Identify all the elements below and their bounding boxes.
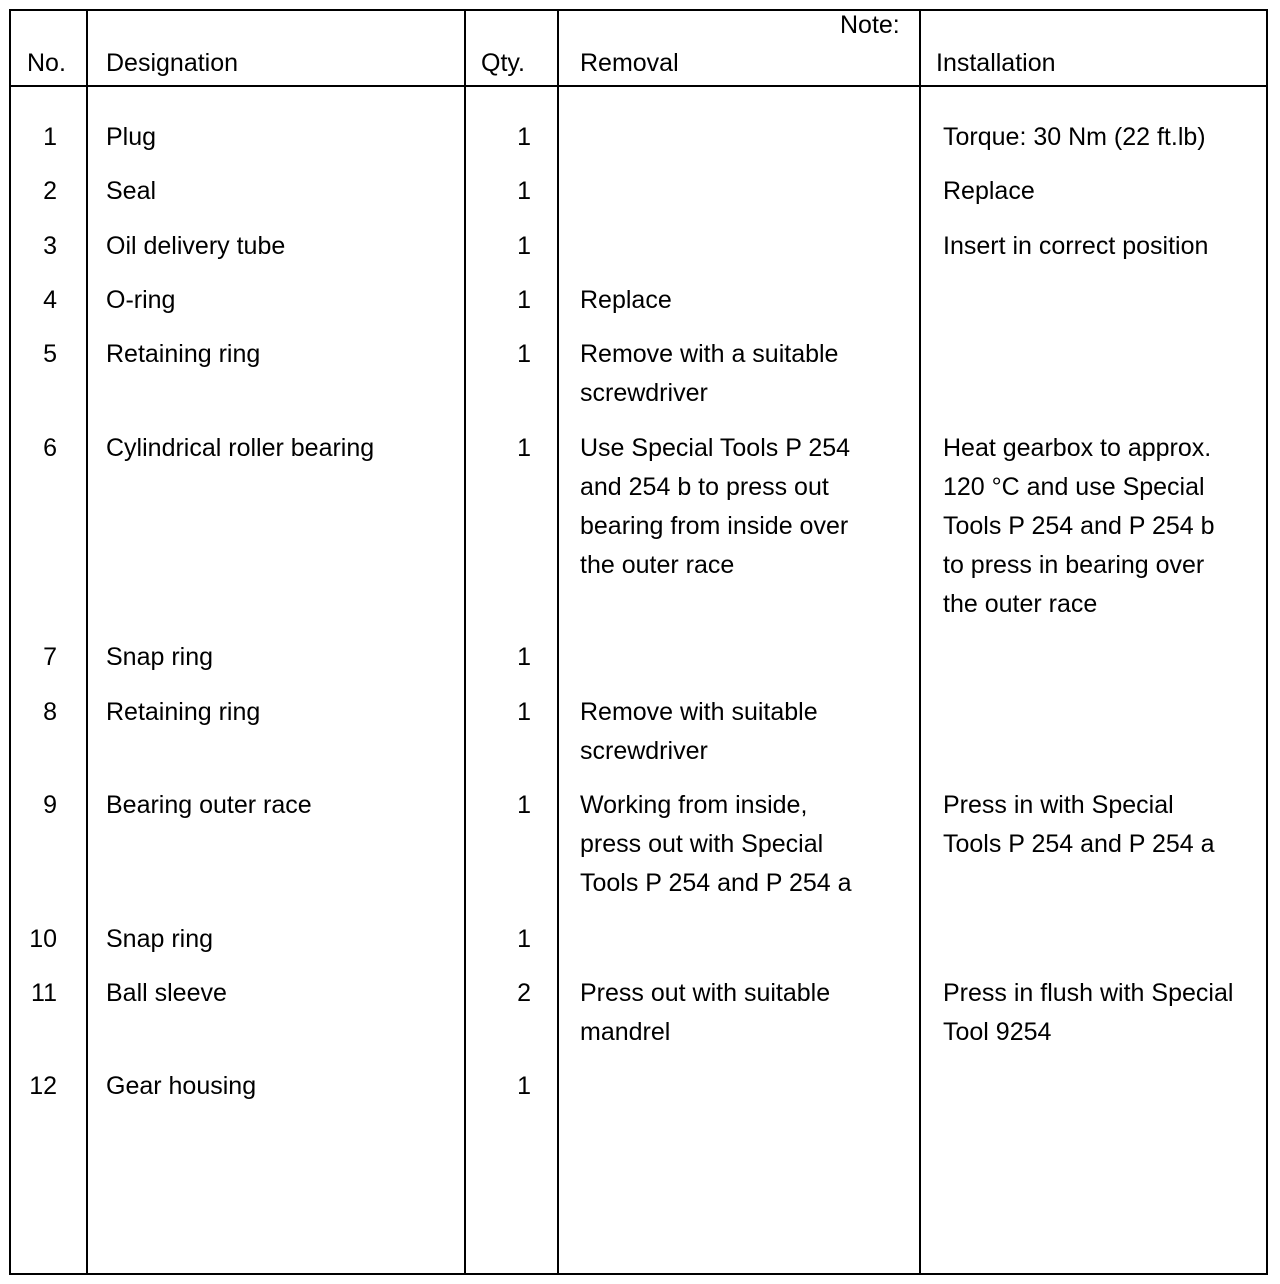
- row-3-qty: 1: [517, 232, 531, 260]
- row-6-installation: Heat gearbox to approx. 120 °C and use Special Tools P 254 and P 254 b to press in bearing over the outer race: [943, 434, 1215, 618]
- row-6-designation: Cylindrical roller bearing: [106, 434, 375, 462]
- column-divider-designation: [464, 9, 466, 1275]
- row-4-qty: 1: [517, 286, 531, 314]
- row-11-no: 11: [31, 979, 57, 1007]
- row-3-designation: Oil delivery tube: [106, 232, 286, 260]
- row-1-qty: 1: [517, 123, 531, 151]
- row-7-no: 7: [43, 643, 57, 671]
- row-5-qty: 1: [517, 340, 531, 368]
- row-8-no: 8: [43, 698, 57, 726]
- header-installation: Installation: [936, 49, 1056, 77]
- row-10-designation: Snap ring: [106, 925, 214, 953]
- row-8-removal: Remove with suitable screwdriver: [580, 698, 818, 765]
- row-4-designation: O-ring: [106, 286, 176, 314]
- row-7-designation: Snap ring: [106, 643, 214, 671]
- row-9-no: 9: [43, 791, 57, 819]
- row-1-installation: Torque: 30 Nm (22 ft.lb): [943, 123, 1206, 151]
- row-3-installation: Insert in correct position: [943, 232, 1209, 260]
- row-6-removal: Use Special Tools P 254 and 254 b to press out bearing from inside over the outer race: [580, 434, 851, 579]
- row-4-removal: Replace: [580, 286, 672, 314]
- column-divider-qty: [557, 9, 559, 1275]
- row-3-no: 3: [43, 232, 57, 260]
- row-2-no: 2: [43, 177, 57, 205]
- row-11-designation: Ball sleeve: [106, 979, 227, 1007]
- row-2-designation: Seal: [106, 177, 157, 205]
- row-6-qty: 1: [517, 434, 531, 462]
- row-9-designation: Bearing outer race: [106, 791, 312, 819]
- header-note: Note:: [840, 11, 900, 39]
- row-9-qty: 1: [517, 791, 531, 819]
- row-8-qty: 1: [517, 698, 531, 726]
- column-divider-removal: [919, 9, 921, 1275]
- row-10-qty: 1: [517, 925, 531, 953]
- row-5-designation: Retaining ring: [106, 340, 261, 368]
- row-2-qty: 1: [517, 177, 531, 205]
- row-5-no: 5: [43, 340, 57, 368]
- row-12-no: 12: [29, 1072, 57, 1100]
- header-removal: Removal: [580, 49, 679, 77]
- header-no: No.: [27, 49, 66, 77]
- row-11-installation: Press in flush with Special Tool 9254: [943, 979, 1234, 1046]
- row-9-installation: Press in with Special Tools P 254 and P 254 a: [943, 791, 1215, 858]
- header-designation: Designation: [106, 49, 239, 77]
- row-11-removal: Press out with suitable mandrel: [580, 979, 831, 1046]
- row-2-installation: Replace: [943, 177, 1035, 205]
- row-12-designation: Gear housing: [106, 1072, 257, 1100]
- row-10-no: 10: [29, 925, 57, 953]
- row-9-removal: Working from inside, press out with Special Tools P 254 and P 254 a: [580, 791, 852, 897]
- column-divider-no: [86, 9, 88, 1275]
- row-6-no: 6: [43, 434, 57, 462]
- row-1-designation: Plug: [106, 123, 157, 151]
- row-12-qty: 1: [517, 1072, 531, 1100]
- header-divider: [9, 85, 1268, 87]
- row-1-no: 1: [43, 123, 57, 151]
- row-8-designation: Retaining ring: [106, 698, 261, 726]
- header-qty: Qty.: [481, 49, 525, 77]
- row-11-qty: 2: [517, 979, 531, 1007]
- row-4-no: 4: [43, 286, 57, 314]
- row-7-qty: 1: [517, 643, 531, 671]
- row-5-removal: Remove with a suitable screwdriver: [580, 340, 839, 407]
